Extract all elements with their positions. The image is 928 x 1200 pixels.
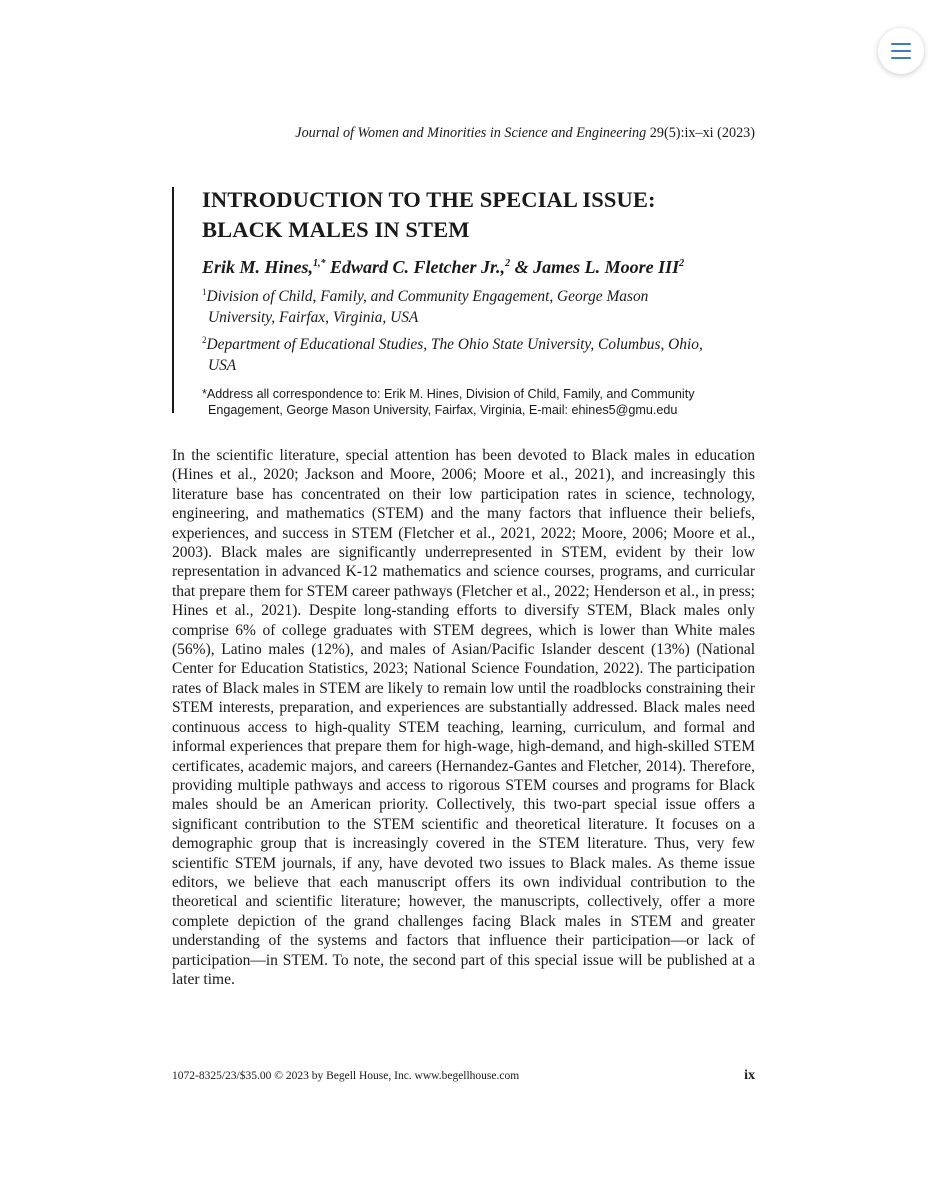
hamburger-menu-icon xyxy=(891,43,911,59)
title-line-2: BLACK MALES IN STEM xyxy=(202,217,470,242)
affiliation-line: University, Fairfax, Virginia, USA xyxy=(208,309,419,326)
affiliation-line: USA xyxy=(208,357,237,374)
affiliation-number: 1 xyxy=(202,287,207,297)
article-header xyxy=(172,187,774,417)
affiliation-line: Department of Educational Studies, The Ohio State University, Columbus, Ohio, xyxy=(206,336,703,353)
title-line-1: INTRODUCTION TO THE SPECIAL ISSUE: xyxy=(202,187,656,212)
body-paragraph: In the scientific literature, special attention has been devoted to Black males in education (Hines et al., 2020; Jackson and Moore, 2006; Moore et al., 2021), and increasingly this literature base has concentrated on their low participation rates in science, technology, engineering, and mathematics (STEM) and the many factors that influence their beliefs, experiences, and success in STEM (Fletcher et al., 2021, 2022; Moore, 2006; Moore et al., 2003). Black males are significantly underrepresented in STEM, evident by their low representation in advanced K-12 mathematics and science courses, programs, and curricular that prepare them for STEM career pathways (Fletcher et al., 2022; Henderson et al., in press; Hines et al., 2021). Despite long-standing efforts to diversify STEM, Black males only comprise 6% of college graduates with STEM degrees, which is lower than White males (56%), Latino males (12%), and males of Asian/Pacific Islander descent (13%) (National Center for Education Statistics, 2023; National Science Foundation, 2022). The participation rates of Black males in STEM are likely to remain low until the roadblocks constraining their STEM interests, preparation, and experiences are substantially addressed. Black males need continuous access to high-quality STEM teaching, learning, curriculum, and formal and informal experiences that prepare them for high-wage, high-demand, and high-skilled STEM certificates, academic majors, and careers (Hernandez-Gantes and Fletcher, 2014). Therefore, providing multiple pathways and access to rigorous STEM courses and programs for Black males should be an American priority. Collectively, this two-part special issue offers a significant contribution to the STEM scientific and theoretical literature. It focuses on a demographic group that is increasingly covered in the STEM literature. Thus, very few scientific STEM journals, if any, have devoted two issues to Black males. As theme issue editors, we believe that each manuscript offers its own individual contribution to the theoretical and scientific literature; however, the manuscripts, collectively, offer a more complete depiction of the grand challenges facing Black males in STEM and greater understanding of the systems and factors that influence their participation—or lack of participation—in STEM. To note, the second part of this special issue will be published at a later time. xyxy=(172,447,755,988)
footer-copyright: 1072-8325/23/$35.00 © 2023 by Begell House, Inc. www.begellhouse.com xyxy=(172,1070,520,1082)
author-affiliation-mark: 1,* xyxy=(313,258,326,269)
author-name: James L. Moore III xyxy=(533,257,680,277)
author-name: Edward C. Fletcher Jr., xyxy=(330,257,506,277)
author-separator: & xyxy=(514,257,529,277)
correspondence-line: *Address all correspondence to: Erik M. Hines, Division of Child, Family, and Community xyxy=(202,387,695,401)
affiliation-line: Division of Child, Family, and Community Engagement, George Mason xyxy=(206,288,649,305)
journal-citation xyxy=(295,125,755,142)
journal-name: Journal of Women and Minorities in Science and Engineering xyxy=(295,125,647,141)
author-name: Erik M. Hines, xyxy=(202,257,314,277)
correspondence-line: Engagement, George Mason University, Fairfax, Virginia, E-mail: ehines5@gmu.edu xyxy=(208,403,678,417)
menu-button[interactable] xyxy=(878,28,924,74)
author-list xyxy=(202,257,684,278)
affiliation-number: 2 xyxy=(202,335,207,345)
affiliation-2 xyxy=(202,334,772,376)
article-title xyxy=(202,185,656,245)
journal-volume-pages: 29(5):ix–xi (2023) xyxy=(649,125,755,141)
page-number: ix xyxy=(744,1068,755,1083)
author-affiliation-mark: 2 xyxy=(505,258,511,269)
author-affiliation-mark: 2 xyxy=(679,258,685,269)
affiliation-1 xyxy=(202,286,772,328)
correspondence-note xyxy=(202,386,782,418)
